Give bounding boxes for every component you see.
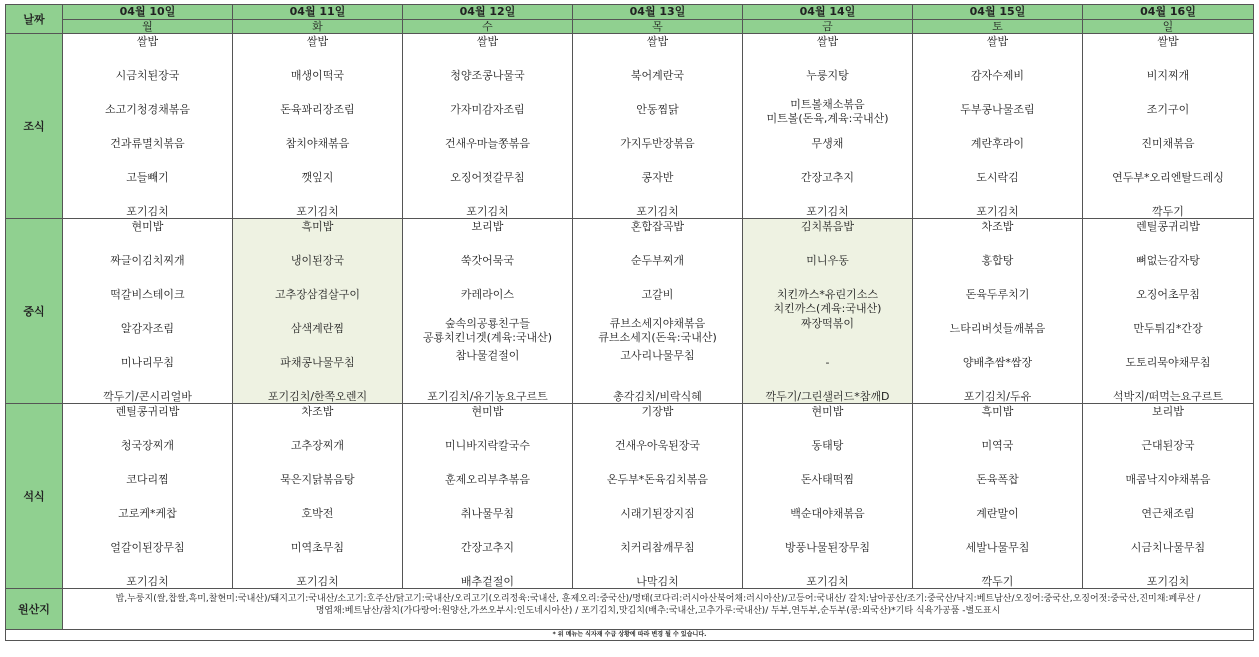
menu-item: 냉이된장국 [290,254,345,267]
date-header: 04월 10일 [63,5,233,20]
menu-item: 깍두기 [981,575,1014,588]
meal-label: 석식 [6,404,63,589]
menu-cell [63,219,233,404]
menu-item: 가자미감자조림 [450,103,525,116]
menu-item: 누룽지탕 [806,69,849,82]
menu-item: 간장고추지 [800,171,855,184]
menu-item: 미니우동 [806,254,849,267]
menu-item: 숲속의공룡친구들 [444,317,530,330]
menu-item: 훈제오리부추볶음 [444,473,530,486]
origin-row [6,589,1254,630]
menu-item: 오징어젓갈무침 [450,171,525,184]
menu-cell [743,219,913,404]
menu-item: 큐브소세지(돈육:국내산) [598,331,717,344]
menu-item: 홍합탕 [981,254,1014,267]
menu-item: 차조밥 [981,220,1014,233]
menu-cell [63,34,233,219]
menu-item: 포기김치 [296,575,339,588]
menu-item: - [825,356,830,369]
menu-item: 흑미밥 [301,220,334,233]
date-header: 04월 12일 [403,5,573,20]
menu-item: 양배추쌈*쌈장 [962,356,1033,369]
menu-item: 쌀밥 [816,35,839,48]
menu-item: 미역국 [981,439,1014,452]
menu-item: 나막김치 [636,575,679,588]
menu-item: 참나물겉절이 [455,349,520,362]
menu-cell [233,404,403,589]
menu-item: 방풍나물된장무침 [784,541,870,554]
menu-item: 취나물무침 [460,507,515,520]
menu-item: 파채콩나물무침 [280,356,355,369]
menu-item: 온두부*돈육김치볶음 [606,473,709,486]
menu-item: 계란말이 [976,507,1019,520]
menu-item: 현미밥 [471,405,504,418]
menu-cell [403,219,573,404]
menu-cell [743,404,913,589]
menu-item: 돈사태떡찜 [800,473,855,486]
menu-item: 고추장찌개 [290,439,345,452]
weekday-header: 화 [233,20,403,34]
menu-item: 고추장삼겹살구이 [274,288,360,301]
menu-item: 렌틸콩귀리밥 [1136,220,1200,233]
weekday-header: 월 [63,20,233,34]
menu-item: 소고기청경채볶음 [104,103,190,116]
menu-item: 렌틸콩귀리밥 [115,405,180,418]
menu-item: 오징어초무침 [1136,288,1200,301]
menu-cell [573,34,743,219]
menu-item: 짜장떡볶이 [800,317,855,330]
menu-item: 포기김치 [296,205,339,218]
menu-item: 청국장찌개 [120,439,175,452]
menu-item: 쌀밥 [306,35,329,48]
menu-item: 청양조콩나물국 [450,69,525,82]
menu-item: 돈육꽈리장조림 [280,103,355,116]
menu-item: 포기김치 [126,205,169,218]
menu-item: 가지두반장볶음 [620,137,695,150]
menu-item: 도토리묵야채무침 [1125,356,1211,369]
dinner-row [6,404,1254,589]
menu-item: 기장밥 [641,405,674,418]
menu-item: 미역초무침 [290,541,345,554]
menu-item: 알감자조림 [120,322,175,335]
date-header: 04월 11일 [233,5,403,20]
menu-item: 느타리버섯들깨볶음 [949,322,1046,335]
menu-cell [913,404,1083,589]
weekday-header: 수 [403,20,573,34]
menu-item: 석박지/떠먹는요구르트 [1113,390,1223,403]
menu-item: 간장고추지 [460,541,515,554]
meal-label: 중식 [6,219,63,404]
menu-item: 고사리나물무침 [620,349,695,362]
menu-item: 미니바지락칼국수 [444,439,530,452]
menu-cell [743,34,913,219]
menu-item: 참치야채볶음 [285,137,350,150]
date-header: 04월 16일 [1083,5,1254,20]
menu-item: 총각김치/비락식혜 [613,390,702,403]
menu-item: 얼갈이된장무침 [110,541,185,554]
menu-item: 현미밥 [811,405,844,418]
menu-item: 쌀밥 [1157,35,1179,48]
menu-item: 쌀밥 [136,35,159,48]
menu-item: 현미밥 [131,220,164,233]
meal-table [5,4,1254,641]
menu-item: 만두튀김*간장 [1133,322,1203,335]
menu-item: 포기김치/두유 [963,390,1032,403]
menu-item: 포기김치 [806,575,849,588]
menu-item: 뼈없는감자탕 [1136,254,1200,267]
menu-cell [1083,34,1254,219]
menu-item: 동태탕 [811,439,844,452]
menu-item: 공룡치킨너겟(계육:국내산) [422,331,553,344]
menu-item: 포기김치 [976,205,1019,218]
menu-item: 매생이떡국 [290,69,345,82]
menu-item: 카레라이스 [460,288,515,301]
menu-item: 미트볼채소볶음 [790,98,865,111]
menu-item: 짜글이김치찌개 [110,254,185,267]
menu-item: 비지찌개 [1146,69,1190,82]
menu-item: 떡갈비스테이크 [110,288,185,301]
menu-item: 큐브소세지야채볶음 [609,317,706,330]
menu-cell [233,34,403,219]
breakfast-row [6,34,1254,219]
menu-item: 깍두기/콘시리얼바 [103,390,192,403]
menu-item: 흑미밥 [981,405,1014,418]
menu-item: 북어계란국 [630,69,685,82]
menu-item: 돈육폭찹 [976,473,1019,486]
menu-item: 배추겉절이 [460,575,515,588]
menu-item: 건새우아욱된장국 [614,439,700,452]
menu-item: 치커리참깨무침 [620,541,695,554]
menu-item: 도시락김 [976,171,1019,184]
lunch-row [6,219,1254,404]
origin-line-2: 명엽채:베트남산/참치(가다랑어:원양산,가쓰오부시:인도네시아산) / 포기김치,맛김치(배추:국내산,고추가루:국내산)/ 두부,연두부,순두부(콩:외국산)*기타 식육가공품 -별도표시 [315,606,1001,616]
menu-item: 포기김치/한쪽오렌지 [267,390,368,403]
menu-item: 포기김치 [636,205,679,218]
weekday-header: 일 [1083,20,1254,34]
menu-item: 건새우마늘쫑볶음 [444,137,530,150]
menu-item: 코다리찜 [126,473,169,486]
weekday-header: 토 [913,20,1083,34]
menu-item: 보리밥 [471,220,504,233]
menu-item: 감자수제비 [970,69,1025,82]
menu-item: 포기김치 [126,575,169,588]
menu-item: 포기김치 [806,205,849,218]
menu-item: 돈육두루치기 [965,288,1030,301]
menu-item: 매콤낙지야채볶음 [1125,473,1211,486]
menu-item: 치킨까스(계육:국내산) [773,302,882,315]
menu-item: 미나리무침 [120,356,175,369]
menu-item: 보리밥 [1152,405,1184,418]
menu-item: 시금치나물무침 [1130,541,1206,554]
menu-cell [913,219,1083,404]
menu-cell [573,219,743,404]
menu-item: 쌀밥 [986,35,1009,48]
menu-item: 혼합잡곡밥 [630,220,685,233]
menu-item: 두부콩나물조림 [960,103,1035,116]
menu-item: 깍두기/그린샐러드*참깨D [765,390,890,403]
menu-item: 치킨까스*유린기소스 [776,288,879,301]
menu-cell [1083,404,1254,589]
menu-item: 차조밥 [301,405,334,418]
menu-item: 연두부*오리엔탈드레싱 [1112,171,1224,184]
menu-cell [403,34,573,219]
origin-label: 원산지 [6,589,63,630]
menu-item: 고로케*케찹 [118,507,177,520]
menu-item: 고갈비 [641,288,674,301]
menu-cell [63,404,233,589]
menu-item: 근대된장국 [1141,439,1195,452]
menu-item: 조기구이 [1146,103,1190,116]
menu-item: 미트볼(돈육,계육:국내산) [766,112,889,125]
menu-cell [573,404,743,589]
menu-item: 계란후라이 [970,137,1025,150]
menu-item: 포기김치 [1146,575,1190,588]
menu-item: 포기김치 [466,205,509,218]
menu-item: 쌀밥 [646,35,669,48]
menu-item: 고들빼기 [126,171,169,184]
menu-cell [1083,219,1254,404]
menu-item: 순두부찌개 [630,254,685,267]
menu-item: 쑥갓어묵국 [460,254,515,267]
menu-item: 삼색계란찜 [290,322,345,335]
menu-item: 진미채볶음 [1141,137,1195,150]
menu-item: 포기김치/유기농요구르트 [427,390,548,403]
menu-item: 시래기된장지짐 [620,507,695,520]
menu-item: 건과류멸치볶음 [110,137,185,150]
menu-cell [913,34,1083,219]
menu-item: 콩자반 [641,171,674,184]
footer-note: * 위 메뉴는 식자재 수급 상황에 따라 변경 될 수 있습니다. [6,630,1254,641]
date-header: 04월 15일 [913,5,1083,20]
menu-item: 묵은지닭볶음탕 [280,473,355,486]
menu-item: 호박전 [301,507,334,520]
menu-item: 무생채 [811,137,844,150]
menu-cell [233,219,403,404]
weekday-header: 금 [743,20,913,34]
menu-item: 깻잎지 [301,171,334,184]
menu-item: 쌀밥 [476,35,499,48]
menu-item: 안동찜닭 [636,103,679,116]
menu-cell [403,404,573,589]
menu-item: 김치볶음밥 [800,220,855,233]
menu-item: 세발나물무침 [965,541,1030,554]
menu-item: 연근채조림 [1141,507,1195,520]
date-header: 04월 13일 [573,5,743,20]
date-header: 04월 14일 [743,5,913,20]
menu-item: 백순대야채볶음 [790,507,865,520]
weekday-header: 목 [573,20,743,34]
date-label: 날짜 [6,5,63,34]
menu-item: 시금치된장국 [115,69,180,82]
origin-info [63,589,1254,630]
meal-label: 조식 [6,34,63,219]
origin-line-1: 밥,누룽지(쌀,찹쌀,흑미,찰현미:국내산)/돼지고기:국내산/소고기:호주산/닭고기:국내산/오리고기(오리정육:국내산, 훈제오리:중국산)/명태(코다리:러시아산북어채:러시아산)/고등어:국내산/ 갈치:남아공산/조기:중국산/낙지:베트남산/오징어:중국산,오징어젓:중국산,진미채:페루산 / [115,594,1201,604]
menu-item: 깍두기 [1152,205,1184,218]
